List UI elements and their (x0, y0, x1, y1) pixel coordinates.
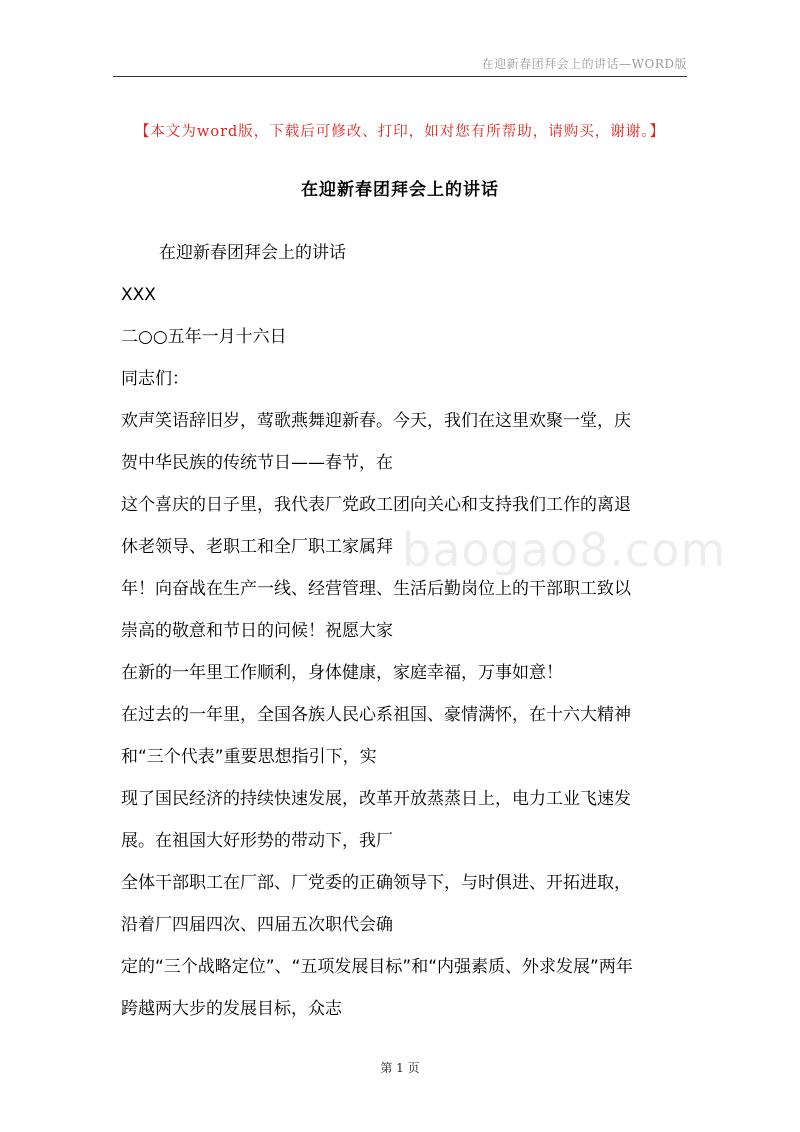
body-line: 定的“三个战略定位”、“五项发展目标”和“内强素质、外求发展”两年 (121, 957, 633, 977)
body-line: 在新的一年里工作顺利，身体健康，家庭幸福，万事如意！ (121, 663, 563, 683)
header-divider (113, 76, 687, 77)
body-line: 和“三个代表”重要思想指引下，实 (121, 747, 377, 767)
watermark: baogao8.com (402, 523, 727, 577)
body-line: 在过去的一年里，全国各族人民心系祖国、豪情满怀，在十六大精神 (121, 705, 631, 725)
body-line: 沿着厂四届四次、四届五次职代会确 (121, 915, 393, 935)
body-line-salutation: 同志们： (121, 369, 189, 389)
download-notice: 【本文为word版，下载后可修改、打印，如对您有所帮助，请购买，谢谢。】 (134, 124, 666, 140)
body-line: 贺中华民族的传统节日——春节，在 (121, 453, 393, 473)
body-line-subtitle: 在迎新春团拜会上的讲话 (159, 243, 346, 263)
body-line: 全体干部职工在厂部、厂党委的正确领导下，与时俱进、开拓进取， (121, 873, 631, 893)
body-line: 休老领导、老职工和全厂职工家属拜 (121, 537, 393, 557)
body-line: 欢声笑语辞旧岁，莺歌燕舞迎新春。今天，我们在这里欢聚一堂，庆 (121, 411, 631, 431)
body-line-date: 二○○五年一月十六日 (121, 327, 287, 347)
body-line: 跨越两大步的发展目标，众志 (121, 999, 342, 1019)
document-body (121, 232, 691, 1030)
page-number: 第 1 页 (380, 1061, 420, 1075)
body-line: 崇高的敬意和节日的问候！祝愿大家 (121, 621, 393, 641)
document-title: 在迎新春团拜会上的讲话 (301, 180, 499, 200)
body-line: 展。在祖国大好形势的带动下，我厂 (121, 831, 393, 851)
running-header: 在迎新春团拜会上的讲话—WORD版 (481, 57, 687, 71)
body-line: 现了国民经济的持续快速发展，改革开放蒸蒸日上，电力工业飞速发 (121, 789, 631, 809)
body-line: 这个喜庆的日子里，我代表厂党政工团向关心和支持我们工作的离退 (121, 495, 631, 515)
body-line: 年！向奋战在生产一线、经营管理、生活后勤岗位上的干部职工致以 (121, 579, 631, 599)
body-line-author: XXX (121, 285, 156, 305)
